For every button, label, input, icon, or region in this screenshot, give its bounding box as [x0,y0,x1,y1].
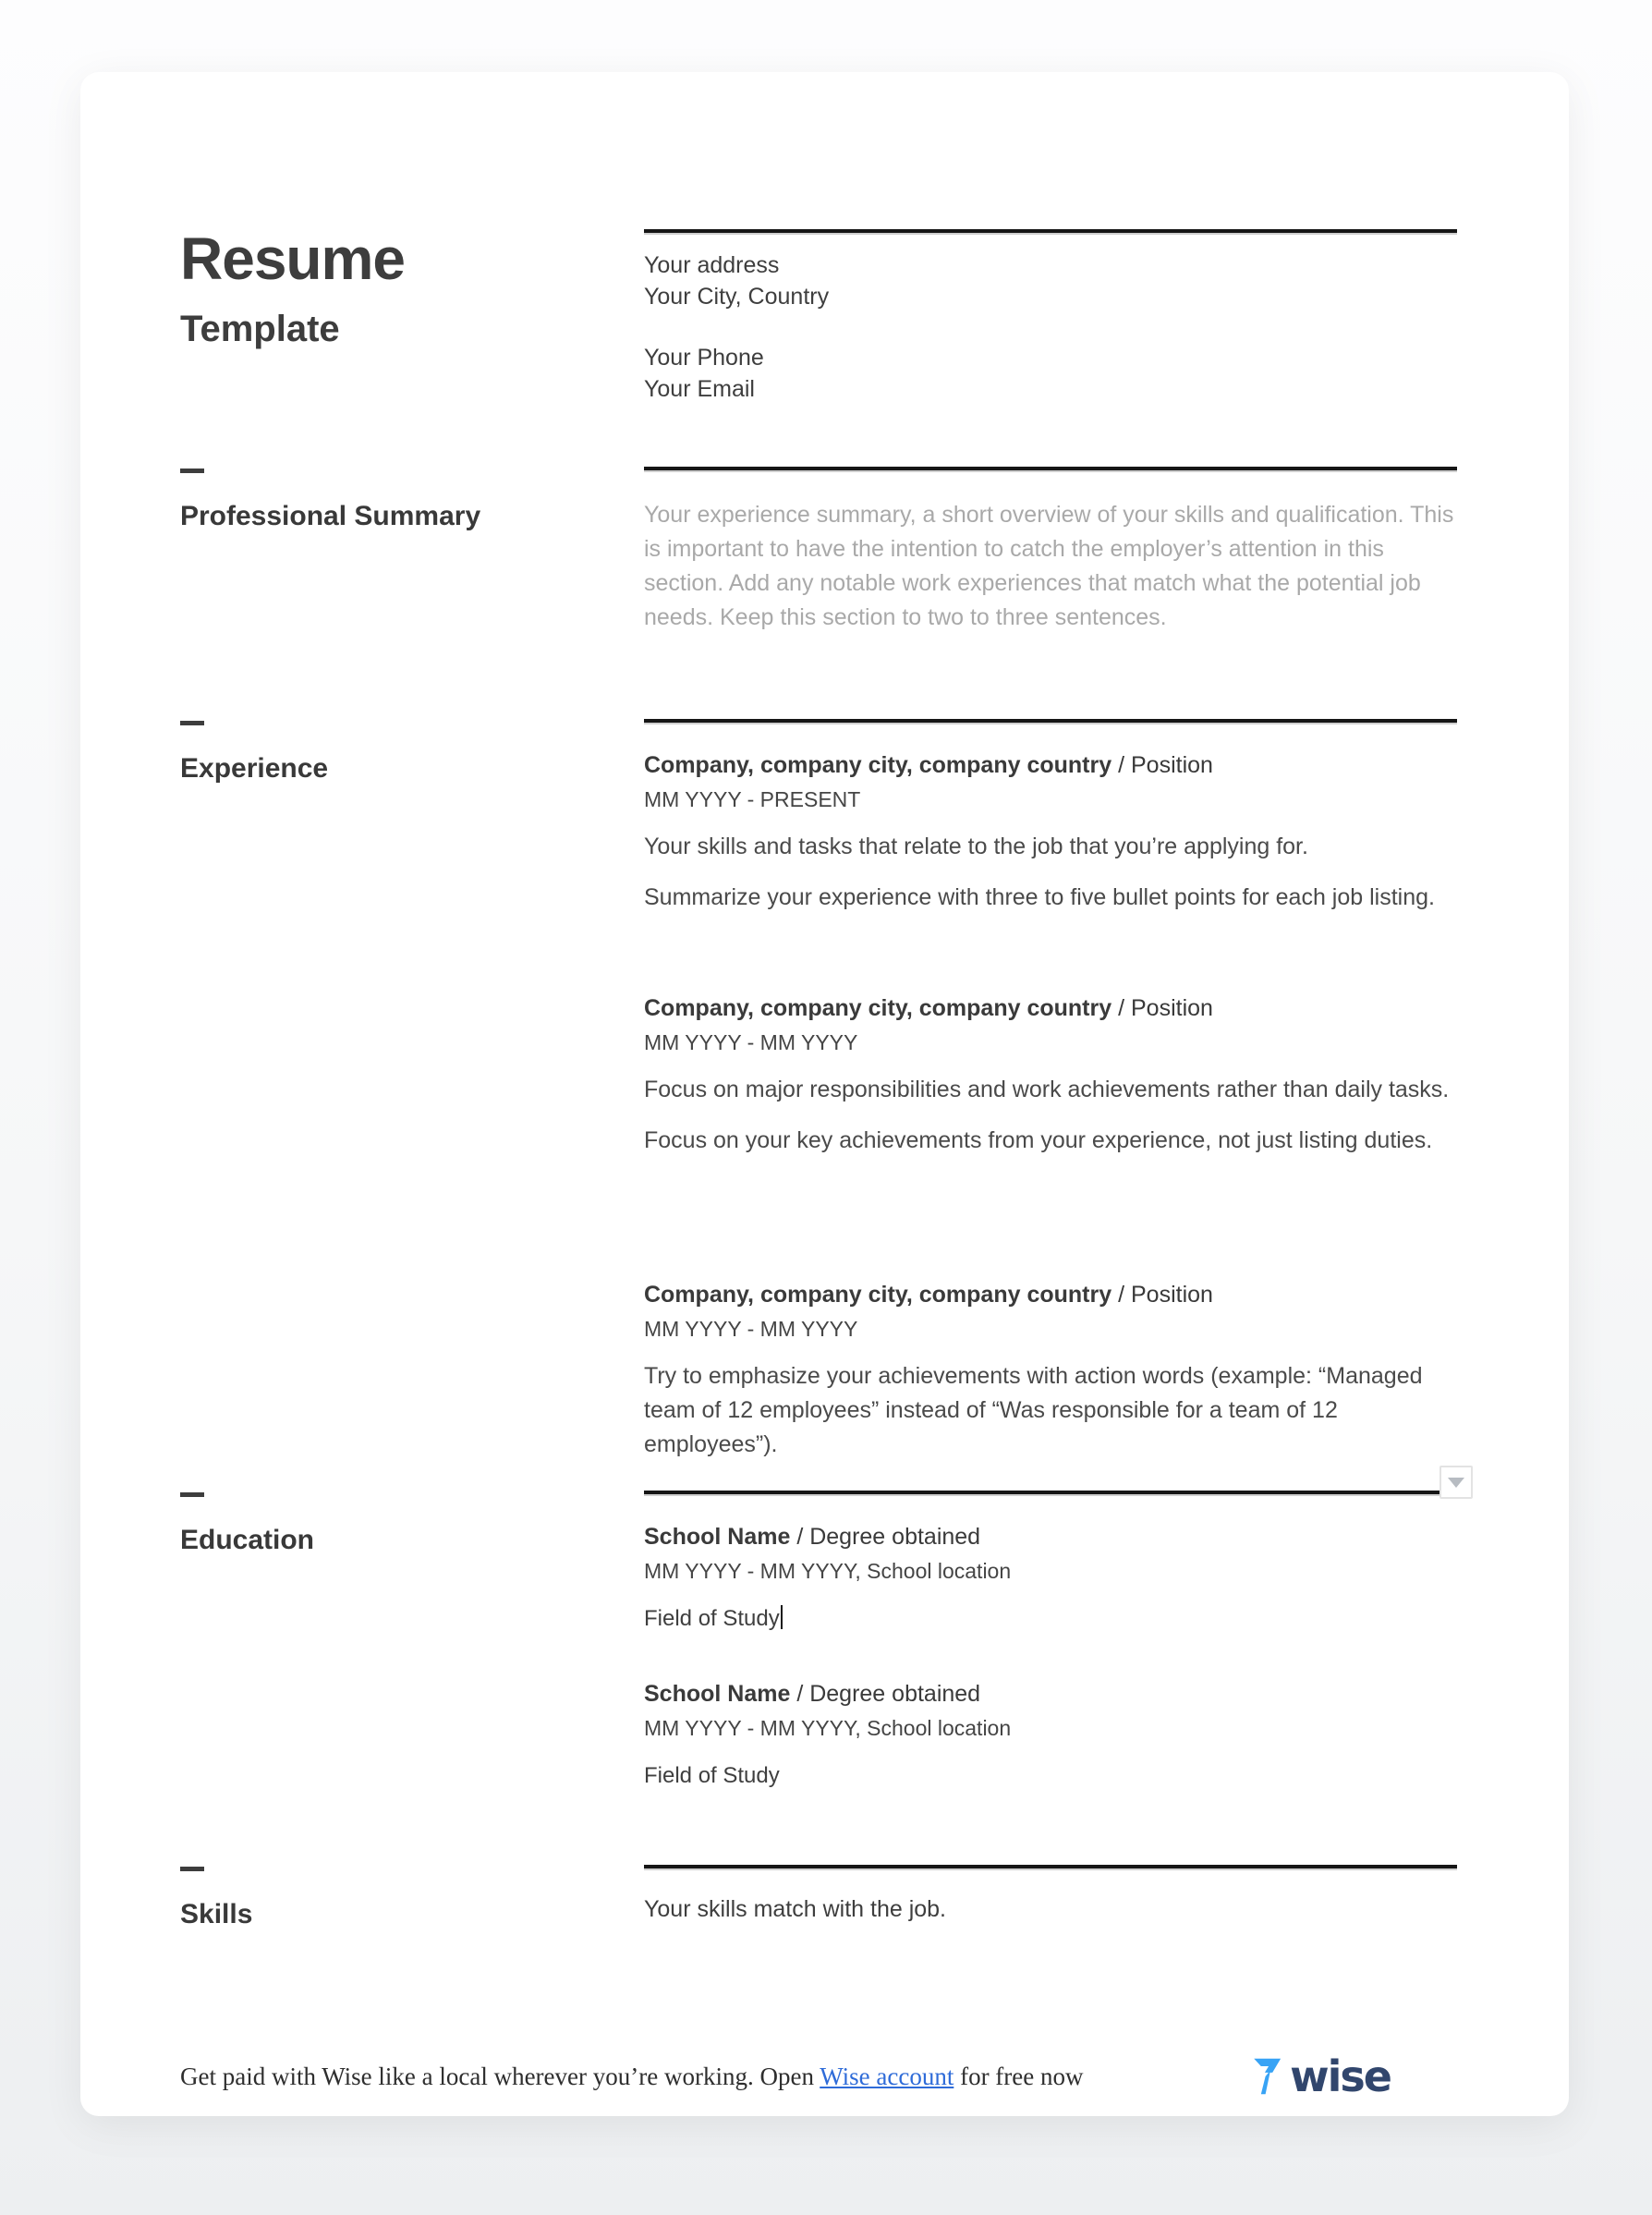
chevron-down-icon [1448,1478,1464,1488]
separator: / [1111,995,1131,1021]
school-name: School Name [644,1681,791,1707]
page-title: Resume [180,225,405,292]
experience-entry [644,993,1457,1280]
text-cursor [781,1605,783,1629]
wise-flag-icon [1250,2056,1283,2097]
page-subtitle: Template [180,309,340,349]
date-and-location: MM YYYY - MM YYYY, School location [644,1559,1012,1583]
scroll-down-button[interactable] [1439,1466,1473,1499]
summary-placeholder-text: Your experience summary, a short overview of your skills and qualification. This is important to have the intention to catch the employer’s attention in this section. Add any notable work experiences that match what the potential job needs. Keep this section to two to three sentences. [644,502,1454,630]
degree: Degree obtained [809,1681,981,1707]
promo-footer [180,2051,1457,2101]
contact-address: Your address [644,252,780,278]
education-entry-heading [644,1522,1457,1552]
section-dash [180,1492,204,1497]
spacer [644,312,1457,342]
section-dash [180,469,204,473]
contact-city-country: Your City, Country [644,284,830,310]
section-skills [180,1865,1457,1930]
contact-block [644,249,1457,405]
company-name: Company, company city, company country [644,752,1112,778]
resume-document-page [80,72,1569,2116]
section-dash [180,721,204,725]
date-range: MM YYYY - MM YYYY [644,1317,858,1341]
section-professional-summary [180,467,1457,635]
contact-email: Your Email [644,376,755,402]
separator: / [1111,752,1131,778]
education-entry [644,1679,1457,1790]
wise-logo [1250,2051,1391,2101]
section-experience [180,719,1457,1462]
field-of-study: Field of Study [644,1605,1457,1633]
date-range: MM YYYY - PRESENT [644,787,861,811]
education-entry-heading [644,1679,1457,1709]
experience-entry-heading [644,750,1457,780]
wise-wordmark: wise [1290,2051,1391,2101]
company-name: Company, company city, company country [644,1282,1112,1308]
education-entry [644,1522,1457,1679]
section-dash [180,1867,204,1871]
position-title: Position [1130,1282,1213,1308]
section-heading-summary: Professional Summary [180,501,481,531]
section-heading-experience: Experience [180,753,329,784]
experience-entry-heading [644,1280,1457,1309]
experience-paragraph: Focus on major responsibilities and work achievements rather than daily tasks. [644,1077,1450,1102]
experience-paragraph: Summarize your experience with three to five bullet points for each job listing. [644,884,1435,910]
school-name: School Name [644,1524,791,1550]
experience-paragraph: Try to emphasize your achievements with action words (example: “Managed team of 12 employees” instead of “Was responsible for a team of 12 employees”). [644,1363,1423,1457]
skills-text: Your skills match with the job. [644,1896,947,1922]
divider-rule [644,1491,1457,1496]
experience-paragraph: Your skills and tasks that relate to the job that you’re applying for. [644,834,1308,859]
degree: Degree obtained [809,1524,981,1550]
date-and-location: MM YYYY - MM YYYY, School location [644,1716,1012,1740]
separator: / [790,1524,810,1550]
divider-rule [644,229,1457,235]
document-header [180,225,1457,405]
separator: / [1111,1282,1131,1308]
divider-rule [644,467,1457,472]
date-range: MM YYYY - MM YYYY [644,1030,858,1054]
wise-account-link[interactable]: Wise account [820,2062,954,2090]
contact-phone: Your Phone [644,345,764,371]
divider-rule [644,719,1457,724]
field-of-study: Field of Study [644,1763,780,1788]
experience-entry [644,750,1457,993]
position-title: Position [1130,752,1213,778]
section-heading-skills: Skills [180,1899,253,1929]
divider-rule [644,1865,1457,1870]
section-education [180,1491,1457,1790]
separator: / [790,1681,810,1707]
promo-text: Get paid with Wise like a local wherever you’re working. Open Wise account for free now [180,2062,1084,2090]
experience-entry-heading [644,993,1457,1023]
position-title: Position [1130,995,1213,1021]
company-name: Company, company city, company country [644,995,1112,1021]
experience-entry [644,1280,1457,1462]
experience-paragraph: Focus on your key achievements from your experience, not just listing duties. [644,1127,1433,1153]
section-heading-education: Education [180,1525,315,1555]
